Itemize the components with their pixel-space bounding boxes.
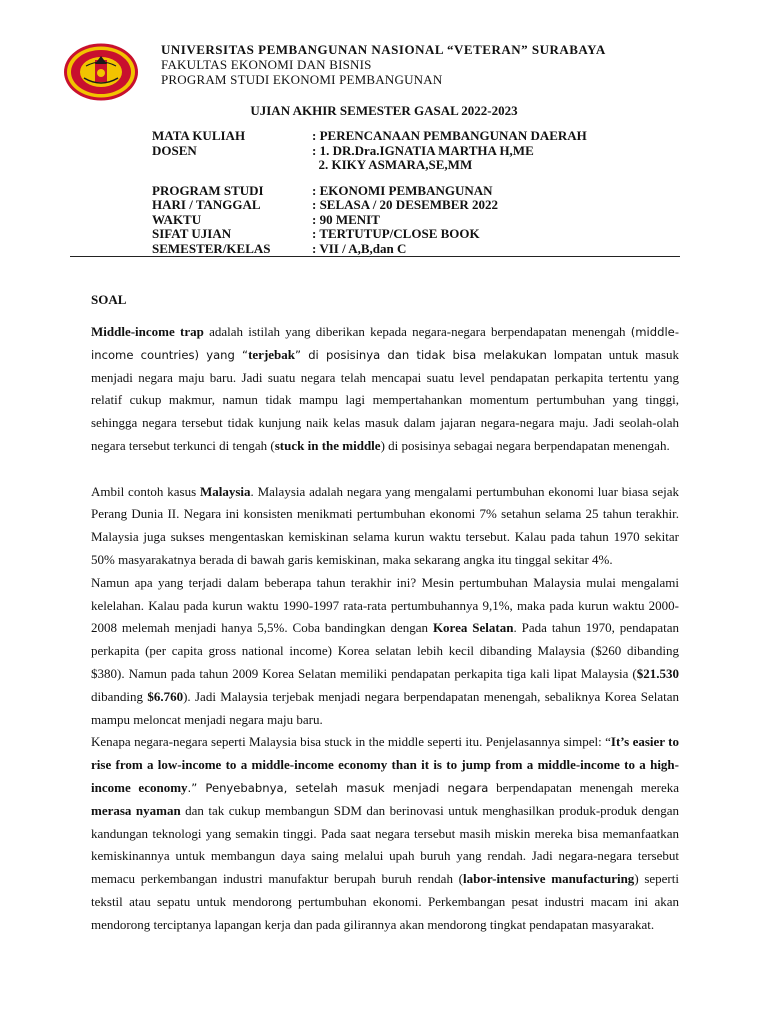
paragraph-korea [91, 572, 679, 732]
text-run: ) seperti tekstil atau sepatu untuk mendorong pertumbuhan ekonomi. Perkembangan pesat industri macam ini akan mendorong terciptanya lapangan kerja dan pada gilirannya akan mendorong tingkat pendapatan masyarakat. [91, 871, 679, 932]
text-run: ” di posisinya dan tidak bisa melakukan [295, 347, 547, 362]
text-run: dan tak cukup membangun SDM dan berinovasi untuk menghasilkan produk-produk dengan kandungan teknologi yang semakin tinggi. Pada saat negara tersebut masih miskin mereka bisa memanfaatkan kemiskinannya untuk membangun daya saing melalui upah buruh yang rendah. Jadi negara-negara tersebut memacu perkembangan industri manufaktur berupah buruh rendah ( [91, 802, 679, 887]
figure-korea-income: $21.530 [636, 665, 679, 681]
quote-easier-to-rise: It’s easier to rise from a low-income to a middle-income economy than it is to jump from a middle-income to a high-income economy [91, 734, 680, 795]
info-value: : TERTUTUP/CLOSE BOOK [312, 226, 480, 241]
text-run: berpendapatan menengah mereka [488, 779, 679, 795]
paragraph-malaysia [91, 481, 679, 572]
text-run: .” Penyebabnya, setelah masuk menjadi negara [187, 780, 489, 795]
term-labor-intensive: labor-intensive manufacturing [462, 871, 635, 887]
header-divider [70, 256, 680, 257]
term-merasa-nyaman: merasa nyaman [91, 802, 181, 818]
info-value: : PERENCANAAN PEMBANGUNAN DAERAH [312, 128, 587, 143]
exam-info-table [152, 129, 587, 256]
info-key [152, 158, 312, 173]
info-row [152, 158, 587, 173]
text-run: ) di posisinya sebagai negara berpendapatan menengah. [380, 437, 670, 453]
institution-block [161, 42, 606, 87]
info-key: PROGRAM STUDI [152, 182, 264, 198]
program-name: PROGRAM STUDI EKONOMI PEMBANGUNAN [161, 72, 443, 87]
info-value: : VII / A,B,dan C [312, 240, 407, 256]
text-run: . Malaysia adalah negara yang mengalami pertumbuhan ekonomi luar biasa sejak Perang Dunia II. Negara ini konsisten menikmati pertumbuhan ekonomi 7% setahun selama 25 tahun terakhir. Malaysia juga sukses mengentaskan kemiskinan selama kurun waktu tersebut. Kalau pada tahun 1970 sekitar 50% masyarakatnya berada di bawah garis kemiskinan, maka sekarang angka itu tinggal sekitar 4%. [91, 483, 679, 567]
exam-title: UJIAN AKHIR SEMESTER GASAL 2022-2023 [250, 103, 518, 118]
text-run: Kenapa negara-negara seperti Malaysia bisa stuck in the middle seperti itu. Penjelasannya simpel: “ [91, 734, 611, 750]
question-body [91, 321, 679, 937]
text-run: ). Jadi Malaysia terjebak menjadi negara berpendapatan menengah, sebaliknya Korea Selatan mampu meloncat menjadi negara maju baru. [91, 688, 679, 727]
text-run: dibanding [91, 688, 148, 704]
term-korea-selatan: Korea Selatan [432, 620, 514, 636]
info-value: : 90 MENIT [312, 211, 380, 227]
faculty-name: FAKULTAS EKONOMI DAN BISNIS [161, 57, 372, 72]
info-key: DOSEN [152, 142, 197, 158]
info-key: HARI / TANGGAL [152, 197, 261, 212]
paragraph-middle-income-trap [91, 321, 679, 458]
text-run: Namun apa yang terjadi dalam beberapa tahun terakhir ini? Mesin pertumbuhan Malaysia mulai mengalami kelelahan. Kalau pada kurun waktu 1990-1997 rata-rata pertumbuhannya 9,1%, maka pada kurun waktu 2000-2008 melemah menjadi hanya 5,5%. Coba bandingkan dengan [91, 574, 679, 636]
info-value: : EKONOMI PEMBANGUNAN [312, 182, 493, 198]
info-row [152, 129, 587, 144]
info-value: : 1. DR.Dra.IGNATIA MARTHA H,ME [312, 142, 534, 158]
text-run: (middle-income countries) yang “ [91, 325, 679, 362]
section-title: SOAL [91, 292, 127, 307]
info-row [152, 144, 587, 159]
term-middle-income-trap: Middle-income trap [91, 324, 204, 339]
text-run: lompatan untuk masuk menjadi negara maju baru. Jadi suatu negara telah mencapai suatu level pendapatan perkapita tertentu yang relatif cukup makmur, namun tidak mampu lagi mempertahankan momentum pertumbuhan yang tinggi, sehingga negara tersebut tidak kunjung naik kelas masuk dalam jajaran negara-negara maju. Jadi seolah-olah negara tersebut terkunci di tengah ( [91, 346, 680, 453]
paragraph-explanation [91, 731, 679, 936]
text-run: Ambil contoh kasus [91, 483, 200, 499]
info-row [152, 242, 587, 257]
info-row [152, 198, 587, 213]
figure-malaysia-income: $6.760 [147, 688, 184, 704]
text-run: . Pada tahun 1970, pendapatan perkapita (per capita gross national income) Korea selatan lebih kecil dibanding Malaysia ($260 dibanding $380). Namun pada tahun 2009 Korea Selatan memiliki pendapatan perkapita tiga kali lipat Malaysia ( [91, 620, 679, 681]
term-malaysia: Malaysia [199, 483, 251, 499]
university-seal-icon [62, 42, 140, 102]
university-name: UNIVERSITAS PEMBANGUNAN NASIONAL “VETERAN” SURABAYA [161, 42, 606, 57]
document-header [0, 0, 768, 110]
info-row [152, 227, 587, 242]
info-key: MATA KULIAH [152, 128, 246, 143]
university-logo [62, 42, 140, 102]
text-run: adalah istilah yang diberikan kepada negara-negara berpendapatan menengah [203, 324, 631, 339]
info-key: SIFAT UJIAN [152, 226, 232, 241]
info-row [152, 184, 587, 199]
info-value: : SELASA / 20 DESEMBER 2022 [312, 197, 499, 212]
info-key: WAKTU [152, 211, 202, 227]
term-terjebak: terjebak [248, 346, 296, 362]
info-value: 2. KIKY ASMARA,SE,MM [312, 157, 473, 172]
info-row [152, 213, 587, 228]
info-key: SEMESTER/KELAS [152, 240, 271, 256]
term-stuck-in-the-middle: stuck in the middle [274, 437, 381, 453]
